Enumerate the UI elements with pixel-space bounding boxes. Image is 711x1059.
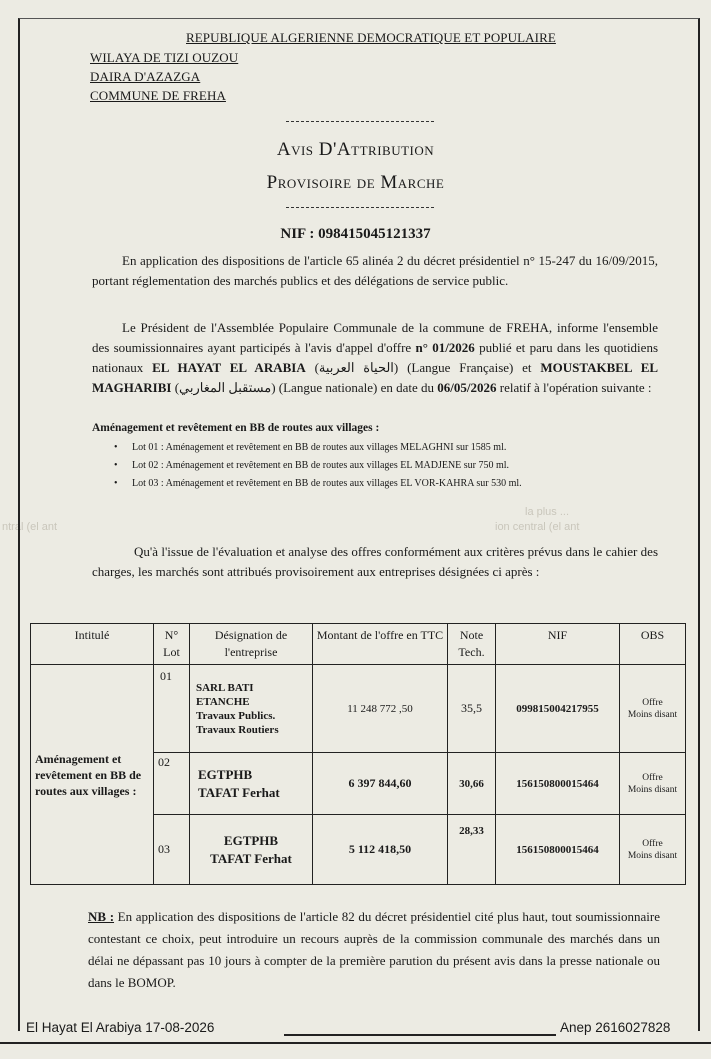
intitule-cell: Aménagement et revêtement en BB de routes aux villages :	[31, 665, 154, 885]
list-item: • Lot 01 : Aménagement et revêtement en BB de routes aux villages MELAGHNI sur 1585 ml.	[110, 439, 522, 457]
list-item: • Lot 03 : Aménagement et revêtement en BB de routes aux villages EL VOR-KAHRA sur 530 ml.	[110, 475, 522, 493]
divider	[286, 121, 434, 122]
page-bottom-rule	[0, 1042, 711, 1044]
page-title-line2: Provisoire de Marche	[266, 172, 445, 193]
nif-cell: 156150800015464	[496, 753, 620, 815]
lot-cell: 02	[154, 753, 190, 815]
daira-line: DAIRA D'AZAZGA	[90, 69, 201, 84]
footer-rule	[284, 1034, 556, 1036]
divider	[286, 207, 434, 208]
intro-paragraph: En application des dispositions de l'article 65 alinéa 2 du décret présidentiel n° 15-247 du 16/09/2015, portant réglementation des marchés publics et des délégations de service public.	[92, 253, 658, 288]
col-header: NIF	[496, 624, 620, 665]
amount-cell: 5 112 418,50	[313, 815, 448, 885]
col-header: N° Lot	[154, 624, 190, 665]
nif-number: NIF : 098415045121337	[280, 226, 431, 242]
lot-list	[110, 439, 522, 493]
amount-cell: 6 397 844,60	[313, 753, 448, 815]
anep-reference: Anep 2616027828	[560, 1020, 671, 1035]
lot-cell: 03	[154, 815, 190, 885]
company-cell: EGTPHB TAFAT Ferhat	[190, 753, 313, 815]
table-row	[31, 665, 686, 753]
amount-cell: 11 248 772 ,50	[313, 665, 448, 753]
col-header: Désignation de l'entreprise	[190, 624, 313, 665]
commune-line: COMMUNE DE FREHA	[90, 88, 226, 103]
score-cell: 35,5	[448, 665, 496, 753]
republic-header: REPUBLIQUE ALGERIENNE DEMOCRATIQUE ET POPULAIRE	[186, 30, 556, 45]
col-header: Note Tech.	[448, 624, 496, 665]
company-cell: SARL BATI ETANCHE Travaux Publics. Travaux Routiers	[190, 665, 313, 753]
table-header-row	[31, 624, 686, 665]
bleed-text: la plus ...	[525, 506, 570, 518]
company-cell: EGTPHB TAFAT Ferhat	[190, 815, 313, 885]
nb-paragraph: NB : En application des dispositions de l'article 82 du décret présidentiel cité plus haut, tout soumissionnaire contestant ce choix, peut introduire un recours auprès de la commission communale des marchés dans un délai ne dépassant pas 10 jours à compter de la première parution du présent avis dans la presse nationale ou dans le BOMOP.	[88, 909, 661, 990]
nif-cell: 156150800015464	[496, 815, 620, 885]
obs-cell: Offre Moins disant	[620, 815, 686, 885]
obs-cell: Offre Moins disant	[620, 665, 686, 753]
page-title: Avis D'Attribution	[276, 139, 435, 160]
bleed-text: ion central (el ant	[495, 521, 580, 533]
bleed-text: ntral (el ant	[2, 521, 58, 533]
wilaya-line: WILAYA DE TIZI OUZOU	[90, 50, 239, 65]
president-paragraph: Le Président de l'Assemblée Populaire Communale de la commune de FREHA, informe l'ensemble des soumissionnaires ayant participés à l'avis d'appel d'offre n° 01/2026 publié et paru dans les quotidiens nationaux EL HAYAT EL ARABIA (الحياة العربية) (Langue Française) et MOUSTAKBEL EL MAGHARIBI (مستقبل المغاربي) (Langue nationale) en date du 06/05/2026 relatif à l'opération suivante :	[92, 320, 659, 395]
col-header: Montant de l'offre en TTC	[313, 624, 448, 665]
operation-heading: Aménagement et revêtement en BB de routes aux villages :	[92, 422, 380, 434]
evaluation-paragraph: Qu'à l'issue de l'évaluation et analyse des offres conformément aux critères prévus dans le cahier des charges, les marchés sont attribués provisoirement aux entreprises désignées ci après :	[92, 544, 658, 579]
score-cell: 28,33	[448, 815, 496, 885]
publication-credit: El Hayat El Arabiya 17-08-2026	[26, 1020, 215, 1035]
col-header: OBS	[620, 624, 686, 665]
nif-cell: 099815004217955	[496, 665, 620, 753]
list-item: • Lot 02 : Aménagement et revêtement en BB de routes aux villages EL MADJENE sur 750 ml.	[110, 457, 522, 475]
col-header: Intitulé	[31, 624, 154, 665]
award-table	[30, 623, 686, 885]
obs-cell: Offre Moins disant	[620, 753, 686, 815]
lot-cell: 01	[154, 665, 190, 753]
score-cell: 30,66	[448, 753, 496, 815]
